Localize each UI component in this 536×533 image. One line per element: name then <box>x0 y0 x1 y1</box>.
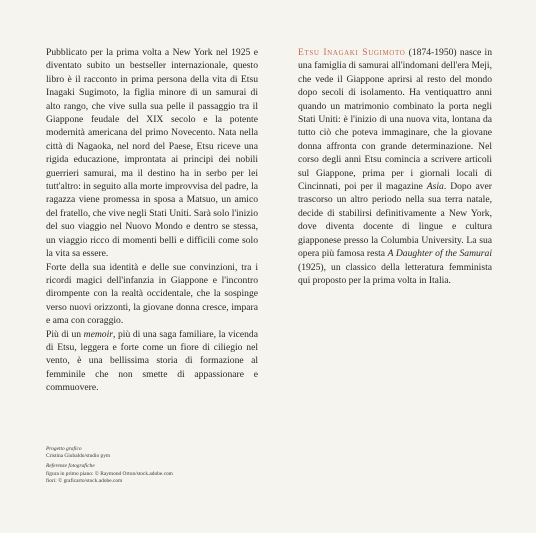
photo-credit-line: fiori: © graficarto/stock.adobe.com <box>46 477 123 484</box>
design-credit-value: Cristina Giubaldo/studio pym <box>46 453 111 460</box>
photo-credit-line: figura in primo piano: © Raymond Orton/stock.adobe.com <box>46 470 173 477</box>
author-bio-italic-book-title: A Daughter of the Samurai <box>387 248 492 260</box>
synopsis-paragraph-2 <box>46 261 258 328</box>
author-bio-text: nasce in una famiglia di samurai all'indomani dell'era Meji, che vede il Giappone aprirsi al resto del mondo dopo secoli di isolamento. Ha ventiquattro anni quando un matrimonio combinato la porta negli Stati Uniti: è l'inizio di una nuova vita, lontana da tutto ciò che poteva immaginare, che la giovane donna affronta con grande determinazione. Nel corso degli anni Etsu comincia a scrivere articoli sul Giappone, prima per i giornali locali di Cincinnati, poi per il magazine <box>298 47 492 193</box>
design-credit <box>46 446 266 460</box>
photo-credit <box>46 463 266 485</box>
author-bio-paragraph <box>298 46 492 287</box>
synopsis-column <box>46 46 258 395</box>
author-bio-italic-asia: Asia <box>426 181 444 193</box>
author-name: Etsu Inagaki Sugimoto <box>298 47 406 58</box>
credits-block <box>46 446 266 485</box>
synopsis-italic-memoir: memoir <box>83 328 113 340</box>
author-bio-text: . Dopo aver trascorso un altro periodo nella sua terra natale, decide di stabilirsi definitivamente a New York, dove diventa docente di lingue e cultura giapponese presso la Columbia University. La sua opera più famosa resta <box>298 181 492 260</box>
synopsis-text: , più di una saga familiare, la vicenda di Etsu, leggera e forte come un fiore di ciliegio nel vento, è una bellissima storia di formazione al femminile che non smette di appassionare e commuovere. <box>46 328 258 394</box>
synopsis-text: Pubblicato per la prima volta a New York nel 1925 e diventato subito un bestseller internazionale, questo libro è il racconto in prima persona della vita di Etsu Inagaki Sugimoto, la figlia minore di un samurai di alto rango, che vive sulla sua pelle il passaggio tra il Giappone feudale del XIX secolo e la potente modernità americana del primo Novecento. Nata nella città di Nagaoka, nel nord del Paese, Etsu riceve una rigida educazione, improntata ai principi dei nobili guerrieri samurai, ma il destino ha in serbo per lei tutt'altro: in seguito alla morte improvvisa del padre, la ragazza viene promessa in sposa a Matsuo, un amico del fratello, che vive negli Stati Uniti. Sarà solo l'inizio del suo viaggio nel Nuovo Mondo e dentro se stessa, un viaggio ricco di momenti belli e difficili come solo la vita sa essere. <box>46 47 258 260</box>
author-dates: (1874-1950) <box>405 47 457 58</box>
synopsis-text: Forte della sua identità e delle sue convinzioni, tra i ricordi magici dell'infanzia in Giappone e l'incontro dirompente con la realtà occidentale, che la sospinge verso nuovi orizzonti, la giovane donna cresce, impara e ama con coraggio. <box>46 261 258 327</box>
author-bio-column <box>298 46 492 287</box>
photo-credit-label: Referenze fotografiche <box>46 463 95 470</box>
synopsis-paragraph-1 <box>46 46 258 261</box>
synopsis-text: Più di un <box>46 328 84 340</box>
synopsis-paragraph-3 <box>46 328 258 395</box>
design-credit-label: Progetto grafico <box>46 446 82 452</box>
author-bio-text: (1925), un classico della letteratura femminista qui proposto per la prima volta in Italia. <box>298 261 492 286</box>
